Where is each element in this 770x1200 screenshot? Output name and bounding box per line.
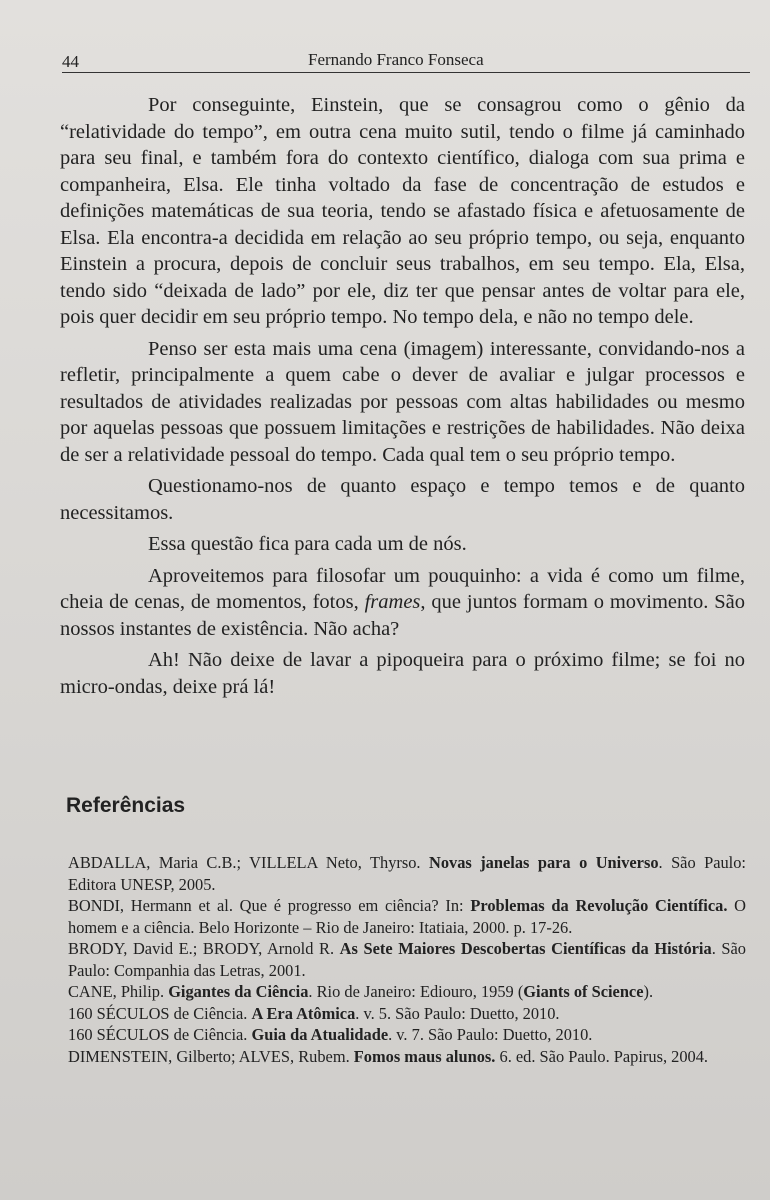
reference-item: BRODY, David E.; BRODY, Arnold R. As Sete Maiores Descobertas Científicas da História. São Paulo: Companhia das Letras, 2001. bbox=[68, 939, 746, 980]
reference-item: ABDALLA, Maria C.B.; VILLELA Neto, Thyrso. Novas janelas para o Universo. São Paulo: Editora UNESP, 2005. bbox=[68, 853, 746, 894]
paragraph-6: Ah! Não deixe de lavar a pipoqueira para o próximo filme; se foi no micro-ondas, deixe prá lá! bbox=[60, 649, 745, 698]
page-header bbox=[62, 50, 750, 73]
body-text bbox=[60, 92, 745, 705]
paragraph-2: Penso ser esta mais uma cena (imagem) interessante, convidando-nos a refletir, principalmente a quem cabe o dever de avaliar e julgar processos e resultados de atividades realizadas por pessoas com altas habilidades ou mesmo por aquelas pessoas que possuem limitações e restrições de habilidades. Não deixa de ser a relatividade pessoal do tempo. Cada qual tem o seu próprio tempo. bbox=[60, 337, 745, 466]
paragraph-5: Aproveitemos para filosofar um pouquinho: a vida é como um filme, cheia de cenas, de momentos, fotos, frames, que juntos formam o movimento. São nossos instantes de existência. Não acha? bbox=[60, 564, 745, 640]
reference-item: CANE, Philip. Gigantes da Ciência. Rio de Janeiro: Ediouro, 1959 (Giants of Science). bbox=[68, 982, 654, 1001]
italic-frames: frames bbox=[364, 591, 421, 613]
reference-item: 160 SÉCULOS de Ciência. Guia da Atualidade. v. 7. São Paulo: Duetto, 2010. bbox=[68, 1025, 593, 1044]
paragraph-3: Questionamo-nos de quanto espaço e tempo temos e de quanto necessitamos. bbox=[60, 475, 745, 524]
paragraph-1: Por conseguinte, Einstein, que se consagrou como o gênio da “relatividade do tempo”, em outra cena muito sutil, tendo o filme já caminhado para seu final, e também fora do contexto científico, dialoga com sua prima e companheira, Elsa. Ele tinha voltado da fase de concentração de estudos e definições matemáticas de sua teoria, tendo se afastado física e afetuosamente de Elsa. Ela encontra-a decidida em relação ao seu próprio tempo, ou seja, enquanto Einstein a procura, depois de concluir seus trabalhos, em seu tempo. Ela, Elsa, tendo sido “deixada de lado” por ele, diz ter que pensar antes de voltar para ele, pois quer decidir em seu próprio tempo. No tempo dela, e não no tempo dele. bbox=[60, 94, 745, 328]
reference-item: 160 SÉCULOS de Ciência. A Era Atômica. v. 5. São Paulo: Duetto, 2010. bbox=[68, 1003, 560, 1023]
page-number: 44 bbox=[62, 52, 79, 71]
references-list bbox=[68, 852, 746, 1067]
reference-item: BONDI, Hermann et al. Que é progresso em ciência? In: Problemas da Revolução Científica. O homem e a ciência. Belo Horizonte – Rio de Janeiro: Itatiaia, 2000. p. 17-26. bbox=[68, 896, 746, 937]
references-heading: Referências bbox=[66, 794, 186, 817]
reference-item: DIMENSTEIN, Gilberto; ALVES, Rubem. Fomos maus alunos. 6. ed. São Paulo. Papirus, 2004. bbox=[68, 1046, 709, 1066]
running-head-author: Fernando Franco Fonseca bbox=[308, 50, 484, 69]
paragraph-4: Essa questão fica para cada um de nós. bbox=[148, 533, 467, 555]
